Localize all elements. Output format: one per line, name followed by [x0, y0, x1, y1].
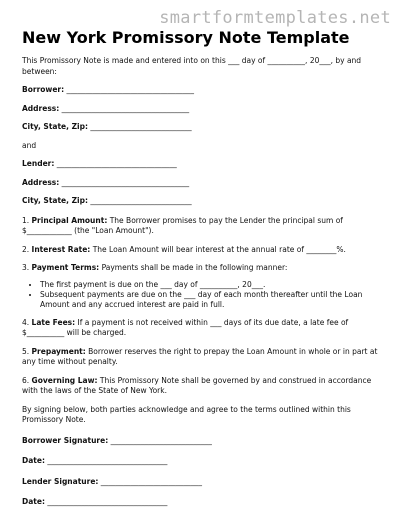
borrower-line[interactable]: __________________________________ — [64, 85, 195, 94]
borrower-city-label: City, State, Zip: — [22, 122, 88, 131]
section-payment-terms — [22, 263, 387, 274]
section-number: 2. — [22, 244, 32, 254]
section-number: 6. — [22, 375, 32, 385]
lender-city-label: City, State, Zip: — [22, 196, 88, 205]
section-heading: Late Fees: — [31, 317, 76, 327]
borrower-date-line[interactable]: ________________________________ — [44, 456, 168, 465]
section-number: 3. — [22, 263, 32, 272]
section-text: This Promissory Note shall be governed by and construed in accordance with the laws of the State of New York. — [22, 375, 372, 395]
section-heading: Payment Terms: — [31, 263, 100, 272]
lender-address-label: Address: — [22, 177, 60, 187]
borrower-city-field[interactable] — [22, 122, 387, 133]
page-title: New York Promissory Note Template — [22, 28, 350, 47]
section-heading: Principal Amount: — [31, 215, 108, 225]
section-text: Payments shall be made in the following manner: — [99, 263, 288, 272]
lender-city-field[interactable] — [22, 196, 387, 207]
lender-address-line[interactable]: __________________________________ — [59, 177, 190, 187]
section-interest — [22, 245, 387, 256]
section-number: 4. — [22, 317, 32, 327]
list-item: • The first payment is due on the ___ day of __________, 20___. — [40, 280, 387, 290]
lender-signature-line[interactable]: ___________________________ — [98, 476, 203, 486]
list-item: • Subsequent payments are due on the ___ day of each month thereafter until the Loan Amount and any accrued interest are paid in full. — [40, 290, 387, 310]
borrower-field[interactable] — [22, 85, 387, 96]
document-page — [22, 28, 387, 508]
lender-label: Lender: — [22, 159, 55, 168]
lender-address-field[interactable] — [22, 178, 387, 189]
lender-date-field[interactable] — [22, 497, 387, 508]
lender-signature-field[interactable] — [22, 477, 387, 488]
borrower-label: Borrower: — [22, 85, 65, 94]
lender-city-line[interactable]: ___________________________ — [87, 196, 192, 205]
borrower-address-line[interactable]: __________________________________ — [59, 103, 190, 113]
section-number: 1. — [22, 215, 32, 225]
borrower-address-field[interactable] — [22, 104, 387, 115]
closing-paragraph: By signing below, both parties acknowledge and agree to the terms outlined within this Promissory Note. — [22, 404, 351, 424]
section-principal — [22, 216, 387, 237]
section-text: The Borrower promises to pay the Lender the principal sum of $____________ (the "Loan Amount"). — [22, 215, 343, 235]
watermark: smartformtemplates.net — [159, 8, 391, 28]
lender-date-label: Date: — [22, 497, 45, 506]
section-text: If a payment is not received within ___ days of its due date, a late fee of $__________ will be charged. — [22, 317, 349, 337]
lender-date-line[interactable]: ________________________________ — [44, 497, 168, 506]
borrower-signature-label: Borrower Signature: — [22, 435, 109, 445]
lender-field[interactable] — [22, 159, 387, 170]
borrower-date-label: Date: — [22, 456, 45, 465]
section-governing-law — [22, 376, 387, 397]
borrower-signature-field[interactable] — [22, 436, 387, 447]
section-late-fees — [22, 318, 387, 339]
section-text: Borrower reserves the right to prepay the Loan Amount in whole or in part at any time without penalty. — [22, 346, 378, 366]
intro-paragraph: This Promissory Note is made and entered into on this ___ day of __________, 20___, by and between: — [22, 56, 362, 76]
section-number: 5. — [22, 346, 32, 356]
payment-bullet-list — [22, 280, 387, 310]
section-heading: Interest Rate: — [31, 244, 91, 254]
section-heading: Prepayment: — [31, 346, 86, 356]
lender-line[interactable]: ________________________________ — [54, 159, 177, 168]
section-prepayment — [22, 347, 387, 368]
and-text: and — [22, 140, 37, 150]
borrower-address-label: Address: — [22, 103, 60, 113]
section-text: The Loan Amount will bear interest at the annual rate of ________%. — [90, 244, 346, 254]
section-heading: Governing Law: — [31, 375, 98, 385]
borrower-city-line[interactable]: ___________________________ — [87, 122, 192, 131]
lender-signature-label: Lender Signature: — [22, 476, 99, 486]
borrower-date-field[interactable] — [22, 456, 387, 467]
borrower-signature-line[interactable]: ___________________________ — [108, 435, 212, 445]
